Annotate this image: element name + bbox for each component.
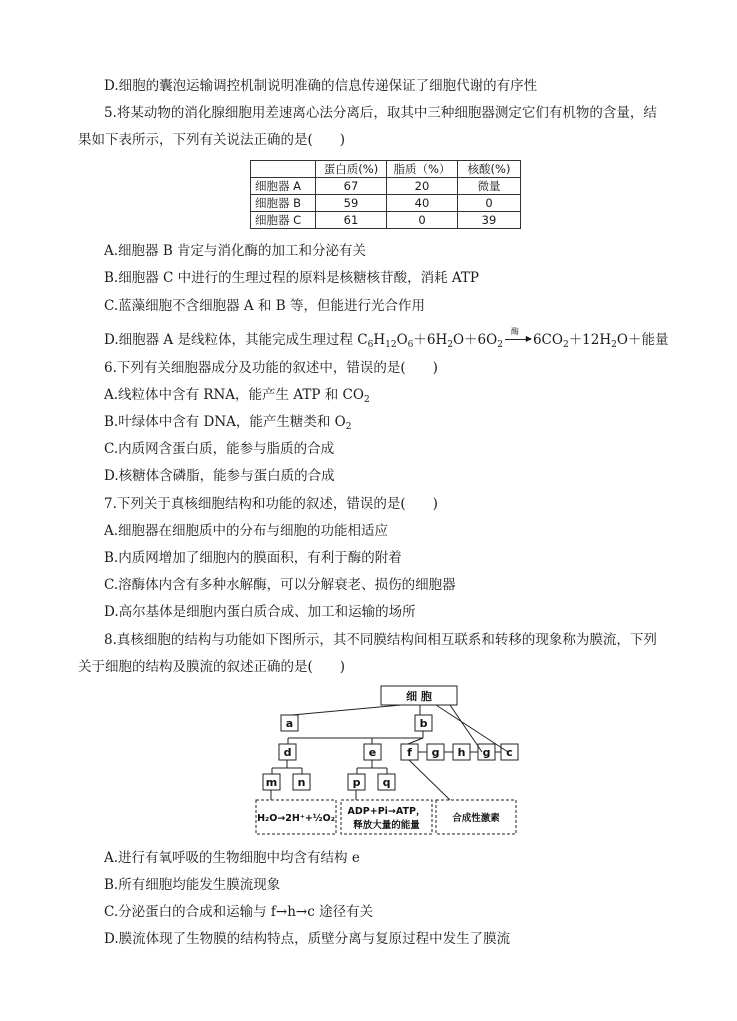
- table-header-row: [251, 161, 521, 178]
- q8-stem-line2: 关于细胞的结构及膜流的叙述正确的是( ): [78, 659, 346, 675]
- q5-option-b: B.细胞器 C 中进行的生理过程的原料是核糖核苷酸，消耗 ATP: [104, 270, 480, 286]
- table-cell: 细胞器 C: [251, 212, 316, 229]
- table-cell: 61: [316, 212, 387, 229]
- option-text: B.叶绿体中含有 DNA，能产生糖类和 O: [104, 414, 346, 430]
- table-cell: 微量: [458, 178, 521, 195]
- q7-stem: 7.下列关于真核细胞结构和功能的叙述，错误的是( ): [104, 496, 438, 512]
- table-cell: 67: [316, 178, 387, 195]
- enzyme-arrow: 酶 ▶: [505, 331, 531, 349]
- q5-option-a: A.细胞器 B 肯定与消化酶的加工和分泌有关: [104, 243, 367, 259]
- q5-option-d-prefix: D.细胞器 A 是线粒体，其能完成生理过程 C: [104, 332, 368, 348]
- box-atp-line2: 释放大量的能量: [353, 820, 420, 831]
- q8-option-d: D.膜流体现了生物膜的结构特点，质壁分离与复原过程中发生了膜流: [104, 931, 511, 947]
- cell-structure-diagram: [250, 682, 522, 842]
- formula-part: ＋12H: [568, 332, 612, 348]
- q6-option-c: C.内质网含蛋白质，能参与脂质的合成: [104, 441, 335, 457]
- q5-option-c: C.蓝藻细胞不含细胞器 A 和 B 等，但能进行光合作用: [104, 298, 425, 314]
- q6-option-b: [104, 413, 351, 431]
- q6-option-a: [104, 386, 370, 404]
- table-header-cell: 脂质（%）: [387, 161, 458, 178]
- node-d: d: [283, 746, 292, 759]
- formula-part: O: [396, 332, 408, 348]
- q7-option-a: A.细胞器在细胞质中的分布与细胞的功能相适应: [104, 523, 389, 539]
- formula-part: O＋能量: [616, 332, 669, 348]
- table-header-cell: 蛋白质(%): [316, 161, 387, 178]
- box-water-splitting: H₂O→2H⁺+½O₂: [257, 813, 335, 824]
- table-row: [251, 212, 521, 229]
- table-cell: 20: [387, 178, 458, 195]
- q5-stem-line1: 5.将某动物的消化腺细胞用差速离心法分离后，取其中三种细胞器测定它们有机物的含量，结: [104, 105, 657, 121]
- q8-option-c: C.分泌蛋白的合成和运输与 f→h→c 途径有关: [104, 904, 374, 920]
- q7-option-d: D.高尔基体是细胞内蛋白质合成、加工和运输的场所: [104, 604, 416, 620]
- formula-part: O＋6O: [452, 332, 498, 348]
- node-h: h: [457, 746, 466, 759]
- table-cell: 40: [387, 195, 458, 212]
- table-row: [251, 195, 521, 212]
- q8-option-a: A.进行有氧呼吸的生物细胞中均含有结构 e: [104, 850, 360, 866]
- node-b: b: [419, 717, 428, 730]
- subscript: 2: [363, 395, 370, 405]
- q6-stem: 6.下列有关细胞器成分及功能的叙述中，错误的是( ): [104, 360, 438, 376]
- q5-option-d: [104, 327, 669, 350]
- node-g-first: g: [431, 746, 440, 759]
- subscript: 6: [407, 340, 414, 350]
- table-cell: 0: [458, 195, 521, 212]
- table-header-cell: [251, 161, 316, 178]
- subscript: 6: [367, 340, 374, 350]
- diagram-root-label: 细 胞: [406, 690, 432, 703]
- formula-part: ＋6H: [413, 332, 448, 348]
- node-q: q: [382, 776, 391, 789]
- q8-stem-line1: 8.真核细胞的结构与功能如下图所示，其不同膜结构间相互联系和转移的现象称为膜流，下列: [104, 632, 657, 648]
- subscript: 2: [447, 340, 453, 350]
- previous-option-d: D.细胞的囊泡运输调控机制说明准确的信息传递保证了细胞代谢的有序性: [104, 78, 538, 94]
- table-cell: 59: [316, 195, 387, 212]
- box-atp-line1: ADP+Pi→ATP，: [347, 806, 426, 817]
- subscript: 2: [345, 422, 352, 432]
- subscript: 2: [611, 340, 617, 350]
- subscript: 12: [385, 340, 397, 350]
- node-p: p: [352, 776, 361, 789]
- q6-option-d: D.核糖体含磷脂，能参与蛋白质的合成: [104, 468, 335, 484]
- enzyme-label: 酶: [510, 327, 519, 336]
- table-header-cell: 核酸(%): [458, 161, 521, 178]
- node-n: n: [297, 776, 306, 789]
- node-c: c: [506, 746, 513, 759]
- node-e: e: [368, 746, 377, 759]
- q5-data-table: [250, 160, 521, 229]
- table-cell: 细胞器 A: [251, 178, 316, 195]
- table-row: [251, 178, 521, 195]
- formula-part: 6CO: [532, 332, 563, 348]
- table-cell: 细胞器 B: [251, 195, 316, 212]
- box-sex-hormone: 合成性激素: [452, 813, 500, 824]
- q5-stem-line2: 果如下表所示，下列有关说法正确的是( ): [78, 132, 346, 148]
- node-a: a: [285, 717, 294, 730]
- table-cell: 0: [387, 212, 458, 229]
- table-cell: 39: [458, 212, 521, 229]
- subscript: 2: [562, 340, 569, 350]
- node-m: m: [265, 776, 278, 789]
- q8-option-b: B.所有细胞均能发生膜流现象: [104, 877, 281, 893]
- q7-option-c: C.溶酶体内含有多种水解酶，可以分解衰老、损伤的细胞器: [104, 577, 456, 593]
- q7-option-b: B.内质网增加了细胞内的膜面积，有利于酶的附着: [104, 550, 402, 566]
- option-text: A.线粒体中含有 RNA，能产生 ATP 和 CO: [104, 387, 364, 403]
- subscript: 2: [497, 340, 503, 350]
- node-g-second: g: [482, 746, 491, 759]
- node-f: f: [407, 746, 412, 759]
- formula-part: H: [373, 332, 386, 348]
